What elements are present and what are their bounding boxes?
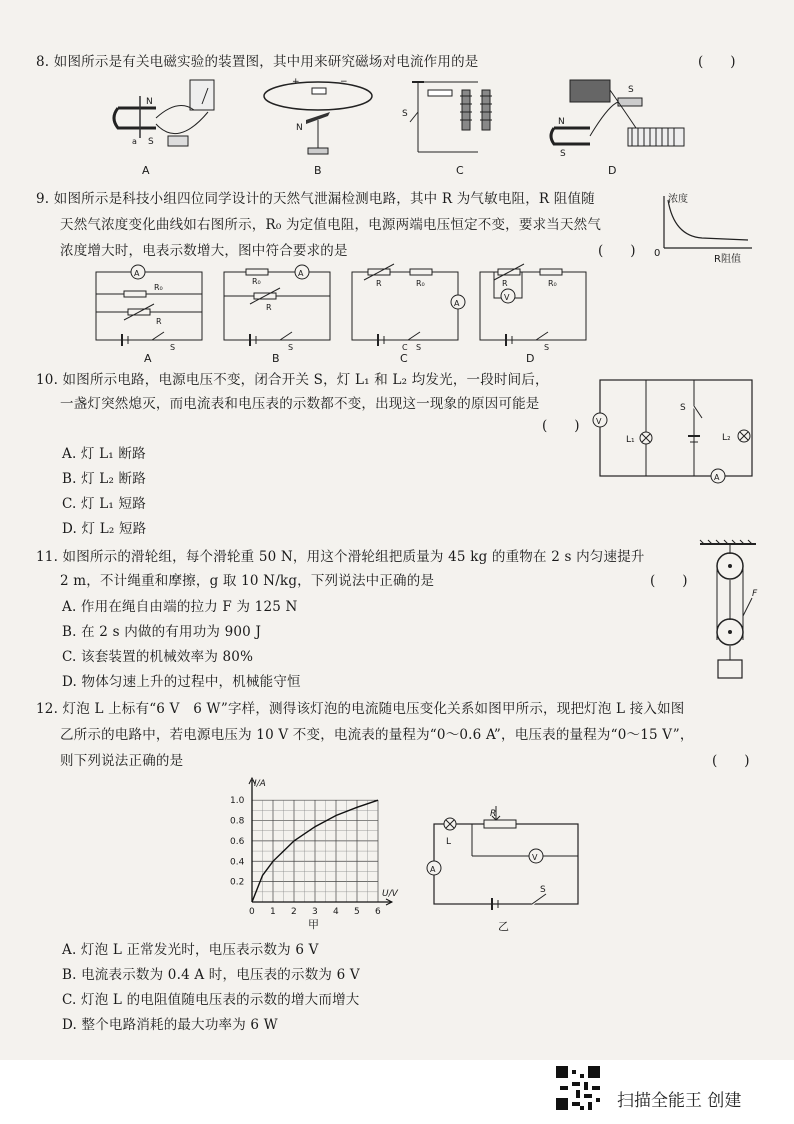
svg-text:R: R: [266, 303, 272, 312]
svg-text:C: C: [402, 343, 408, 352]
x-tick-label: 6: [375, 907, 381, 917]
q9-circuit-a: [94, 268, 206, 352]
q10-circuit: [592, 378, 764, 486]
svg-text:S: S: [148, 137, 154, 147]
svg-text:R: R: [502, 279, 508, 288]
svg-text:N: N: [146, 97, 153, 107]
svg-text:A: A: [298, 269, 304, 278]
y-axis-label: I/A: [254, 779, 266, 789]
q9-label-a: A: [144, 352, 152, 365]
q9-circuit-d: [478, 268, 590, 352]
y-tick-label: 0.2: [230, 877, 245, 888]
svg-text:S: S: [560, 149, 566, 159]
svg-text:A: A: [430, 865, 436, 874]
q12-option-d: D. 整个电路消耗的最大功率为 6 W: [62, 1017, 278, 1033]
q9-label-c: C: [400, 352, 408, 365]
svg-text:S: S: [402, 109, 408, 119]
q8-label-a: A: [142, 164, 150, 177]
svg-text:L₂: L₂: [722, 433, 731, 443]
x-tick-label: 3: [312, 907, 318, 917]
svg-text:V: V: [504, 293, 510, 302]
svg-text:A: A: [714, 473, 720, 482]
q11-option-a: A. 作用在绳自由端的拉力 F 为 125 N: [62, 599, 298, 615]
q10-option-a: A. 灯 L₁ 断路: [62, 446, 146, 462]
chart-axes: [249, 778, 399, 905]
q9-circuit-c: [350, 268, 466, 352]
q12-fig2-caption: 乙: [498, 920, 509, 933]
y-tick-label: 0.8: [230, 816, 245, 827]
q11-option-d: D. 物体匀速上升的过程中，机械能守恒: [62, 674, 301, 690]
svg-text:R₀: R₀: [416, 279, 425, 288]
q8-figure-d: [548, 76, 688, 160]
x-tick-label: 1: [270, 907, 276, 917]
svg-text:R₀: R₀: [548, 279, 557, 288]
svg-text:a: a: [132, 137, 137, 146]
q11-option-c: C. 该套装置的机械效率为 80%: [62, 649, 254, 665]
q12-stem-line3: 则下列说法正确的是: [60, 753, 184, 769]
svg-text:N: N: [558, 117, 565, 127]
q9-graph-origin: 0: [654, 248, 661, 259]
svg-text:R: R: [490, 809, 497, 819]
q9-stem-line3: 浓度增大时，电表示数增大，图中符合要求的是: [60, 243, 348, 259]
q8-figure-a: [108, 78, 216, 160]
q9-graph-ylabel: 浓度: [668, 194, 688, 205]
q8-figure-c: [398, 76, 502, 160]
q10-stem-line1: 10. 如图所示电路，电源电压不变，闭合开关 S，灯 L₁ 和 L₂ 均发光，一段时间后，: [36, 372, 549, 388]
svg-text:L: L: [446, 837, 452, 847]
q9-label-d: D: [526, 352, 535, 365]
q11-option-b: B. 在 2 s 内做的有用功为 900 J: [62, 624, 262, 640]
q9-label-b: B: [272, 352, 280, 365]
q12-option-a: A. 灯泡 L 正常发光时，电压表示数为 6 V: [62, 942, 319, 958]
svg-text:S: S: [416, 343, 422, 352]
q10-option-d: D. 灯 L₂ 短路: [62, 521, 147, 537]
q10-answer-paren: ( ): [542, 418, 580, 434]
q8-label-d: D: [608, 164, 617, 177]
q11-force-label: F: [752, 589, 758, 599]
q12-stem-line2: 乙所示的电路中，若电源电压为 10 V 不变，电流表的量程为“0～0.6 A”，电压表的量程为“0～15 V”，: [60, 727, 694, 743]
svg-text:V: V: [532, 853, 538, 862]
q11-answer-paren: ( ): [650, 573, 688, 589]
qr-code-icon: [556, 1066, 600, 1110]
q12-fig1-caption: 甲: [308, 918, 319, 931]
q10-option-b: B. 灯 L₂ 断路: [62, 471, 146, 487]
q8-label-c: C: [456, 164, 464, 177]
q11-stem-line1: 11. 如图所示的滑轮组，每个滑轮重 50 N，用这个滑轮组把质量为 45 kg 的重物在 2 s 内匀速提升: [36, 549, 645, 565]
y-tick-label: 0.4: [230, 857, 245, 868]
q8-stem: 8. 如图所示是有关电磁实验的装置图，其中用来研究磁场对电流作用的是: [36, 54, 479, 70]
q10-stem-line2: 一盏灯突然熄灭，而电流表和电压表的示数都不变，出现这一现象的原因可能是: [60, 396, 540, 412]
svg-text:−: −: [340, 77, 348, 87]
q12-stem-line1: 12. 灯泡 L 上标有“6 V 6 W”字样，测得该灯泡的电流随电压变化关系如图甲所示，现把灯泡 L 接入如图: [36, 701, 685, 717]
chart-grid: [252, 800, 378, 902]
q9-stem-line1: 9. 如图所示是科技小组四位同学设计的天然气泄漏检测电路，其中 R 为气敏电阻，R 阻值随: [36, 191, 595, 207]
q9-circuit-b: [222, 268, 334, 352]
x-tick-label: 5: [354, 907, 360, 917]
q12-option-c: C. 灯泡 L 的电阻值随电压表的示数的增大而增大: [62, 992, 360, 1008]
svg-text:N: N: [296, 123, 303, 133]
svg-text:R: R: [376, 279, 382, 288]
svg-text:+: +: [292, 77, 300, 87]
x-tick-label: 0: [249, 907, 255, 917]
scanner-brand-text: 扫描全能王 创建: [617, 1091, 742, 1111]
svg-text:V: V: [596, 417, 602, 426]
q11-stem-line2: 2 m，不计绳重和摩擦，g 取 10 N/kg，下列说法中正确的是: [60, 573, 435, 589]
q12-circuit: [426, 806, 586, 910]
svg-text:S: S: [544, 343, 550, 352]
svg-text:S: S: [680, 403, 686, 413]
q9-concentration-graph: [652, 192, 762, 266]
svg-text:S: S: [628, 85, 634, 95]
svg-text:S: S: [170, 343, 176, 352]
svg-text:A: A: [134, 269, 140, 278]
svg-text:S: S: [540, 885, 546, 895]
svg-text:L₁: L₁: [626, 435, 635, 445]
q9-graph-xlabel: R阻值: [714, 254, 741, 265]
q12-iu-chart: [226, 770, 398, 930]
svg-text:R₀: R₀: [154, 283, 163, 292]
y-tick-label: 0.6: [230, 836, 245, 847]
svg-text:S: S: [288, 343, 294, 352]
x-tick-label: 4: [333, 907, 339, 917]
x-axis-label: U/V: [382, 889, 398, 899]
q12-answer-paren: ( ): [712, 753, 750, 769]
x-tick-label: 2: [291, 907, 297, 917]
q9-stem-line2: 天然气浓度变化曲线如右图所示，R₀ 为定值电阻，电源两端电压恒定不变，要求当天然气: [60, 217, 602, 233]
q12-option-b: B. 电流表示数为 0.4 A 时，电压表的示数为 6 V: [62, 967, 360, 983]
svg-text:R: R: [156, 317, 162, 326]
svg-text:A: A: [454, 299, 460, 308]
q8-figure-b: [262, 76, 374, 160]
q11-pulley-figure: [700, 540, 760, 688]
q9-answer-paren: ( ): [598, 243, 636, 259]
y-tick-label: 1.0: [230, 796, 245, 807]
q8-label-b: B: [314, 164, 322, 177]
q8-answer-paren: ( ): [698, 54, 736, 70]
svg-text:R₀: R₀: [252, 277, 261, 286]
q10-option-c: C. 灯 L₁ 短路: [62, 496, 146, 512]
